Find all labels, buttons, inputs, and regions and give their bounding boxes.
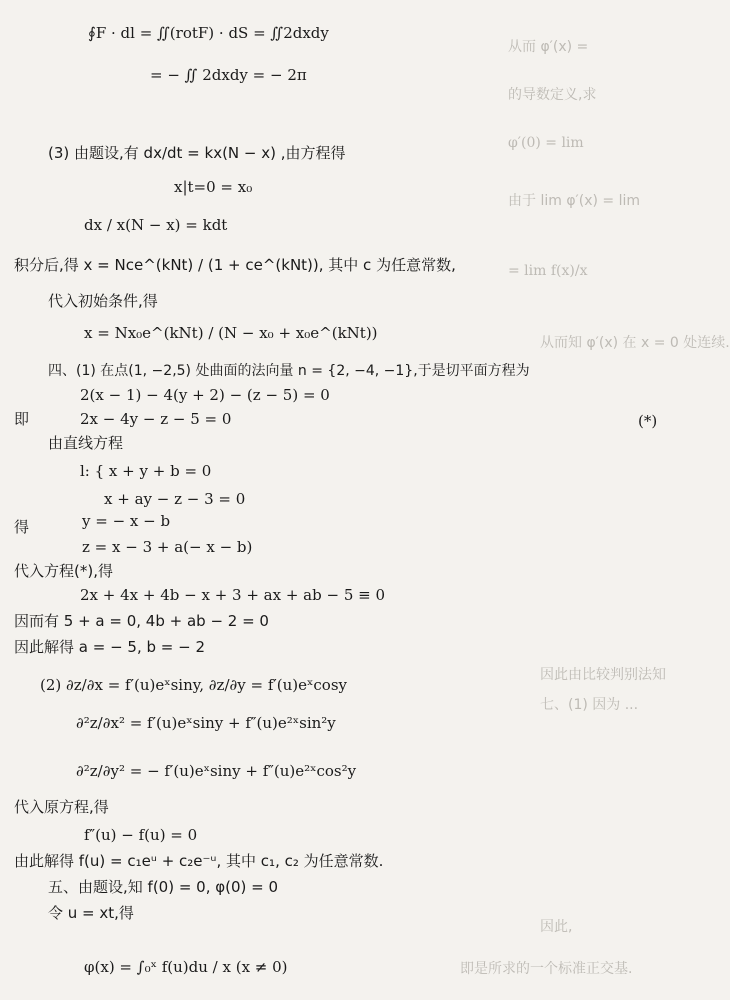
ghost-line: 七、(1) 因为 ... (540, 697, 639, 713)
stokes-equation: ∮F · dl = ∬(rotF) · dS = ∬2dxdy (88, 24, 329, 42)
substitute-text: 代入方程(*),得 (14, 562, 113, 580)
ghost-line: φ′(0) = lim (508, 135, 584, 151)
ghost-line: 由于 lim φ′(x) = lim (508, 193, 640, 209)
section-five-intro: 五、由题设,知 f(0) = 0, φ(0) = 0 (48, 878, 279, 896)
initial-text: 代入初始条件,得 (48, 292, 158, 310)
equation-star-tag: (*) (638, 412, 658, 430)
part3-intro: (3) 由题设,有 dx/dt = kx(N − x) ,由方程得 (48, 144, 346, 162)
ghost-line: 从而知 φ′(x) 在 x = 0 处连续. (540, 335, 730, 351)
z-expression: z = x − 3 + a(− x − b) (82, 538, 253, 556)
coefficient-system: 因而有 5 + a = 0, 4b + ab − 2 = 0 (14, 612, 269, 630)
ghost-line: 即是所求的一个标准正交基. (460, 961, 633, 977)
ghost-line: 从而 φ′(x) = (508, 39, 589, 55)
identity-equation: 2x + 4x + 4b − x + 3 + ax + ab − 5 ≡ 0 (80, 586, 386, 604)
tangent-plane: 2(x − 1) − 4(y + 2) − (z − 5) = 0 (80, 386, 330, 404)
second-partial-x: ∂²z/∂x² = f′(u)eˣsiny + f″(u)e²ˣsin²y (76, 714, 336, 732)
label-ji: 即 (14, 410, 30, 428)
initial-condition: x|t=0 = x₀ (174, 178, 253, 196)
integrated-solution: 积分后,得 x = Nce^(kNt) / (1 + ce^(kNt)), 其中 c 为任意常数, (14, 256, 456, 274)
ode-solution: 由此解得 f(u) = c₁eᵘ + c₂e⁻ᵘ, 其中 c₁, c₂ 为任意常数. (14, 852, 384, 870)
line-eq-1: l: { x + y + b = 0 (80, 462, 212, 480)
ghost-line: 因此, (540, 919, 573, 935)
second-partial-y: ∂²z/∂y² = − f′(u)eˣsiny + f″(u)e²ˣcos²y (76, 762, 357, 780)
ghost-line: 因此由比较判别法知 (540, 667, 666, 683)
stokes-result: = − ∬ 2dxdy = − 2π (150, 66, 307, 84)
section-four-intro: 四、(1) 在点(1, −2,5) 处曲面的法向量 n = {2, −4, −1},于是切平面方程为 (48, 363, 530, 379)
line-eq-2: x + ay − z − 3 = 0 (104, 490, 246, 508)
substitute-original: 代入原方程,得 (14, 798, 109, 816)
substitution-u: 令 u = xt,得 (48, 904, 134, 922)
ghost-line: 的导数定义,求 (508, 87, 597, 103)
plane-equation: 2x − 4y − z − 5 = 0 (80, 410, 232, 428)
label-de: 得 (14, 518, 30, 536)
ghost-line: = lim f(x)/x (508, 263, 588, 279)
particular-solution: x = Nx₀e^(kNt) / (N − x₀ + x₀e^(kNt)) (84, 324, 378, 342)
first-partials: (2) ∂z/∂x = f′(u)eˣsiny, ∂z/∂y = f′(u)eˣcosy (40, 676, 347, 694)
y-expression: y = − x − b (82, 512, 171, 530)
separated-equation: dx / x(N − x) = kdt (84, 216, 228, 234)
ode-equation: f″(u) − f(u) = 0 (84, 826, 198, 844)
line-eq-intro: 由直线方程 (48, 434, 124, 452)
solution-ab: 因此解得 a = − 5, b = − 2 (14, 638, 205, 656)
phi-definition: φ(x) = ∫₀ˣ f(u)du / x (x ≠ 0) (84, 958, 288, 976)
